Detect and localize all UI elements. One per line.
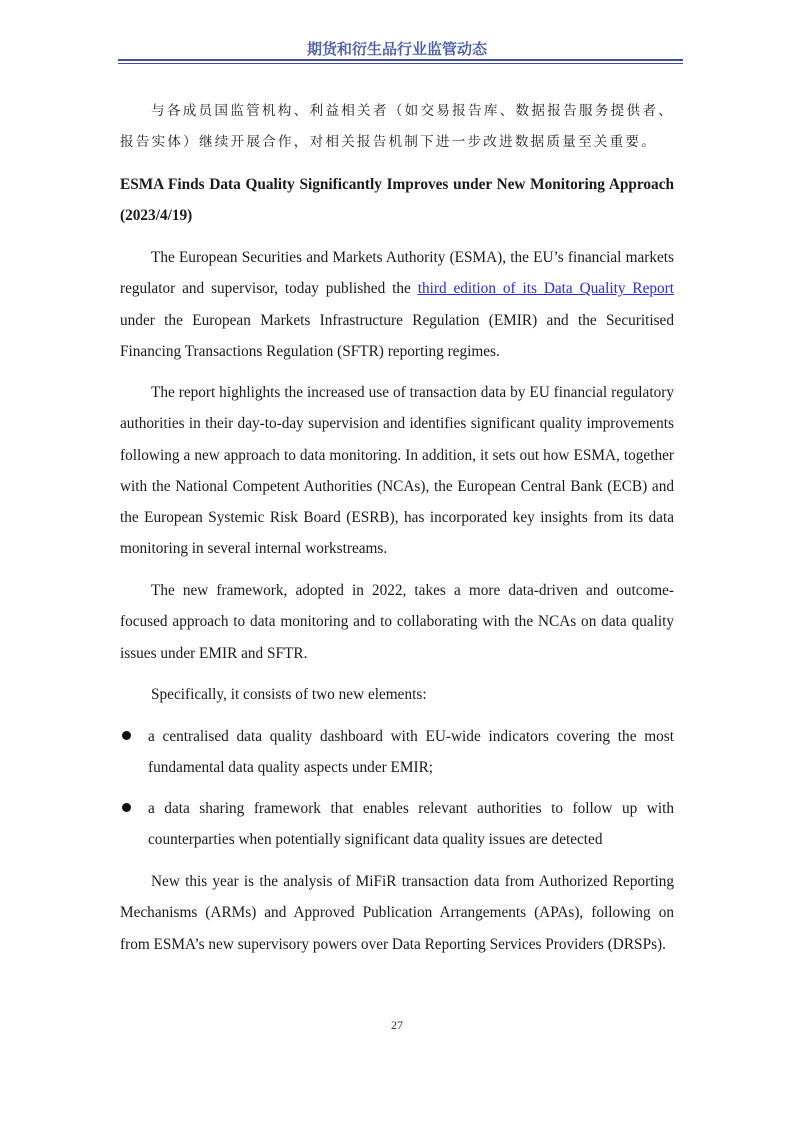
- article-heading: ESMA Finds Data Quality Significantly Improves under New Monitoring Approach (2023/4/19): [120, 176, 674, 225]
- paragraph-3: The new framework, adopted in 2022, takes a more data-driven and outcome-focused approach to data monitoring and to collaborating with the NCAs on data quality issues under EMIR and SFTR.: [120, 582, 674, 662]
- data-quality-report-link[interactable]: third edition of its Data Quality Report: [417, 280, 674, 298]
- page-number: 27: [391, 1018, 403, 1032]
- bullet-dot-icon: [122, 803, 131, 812]
- paragraph-1: [120, 242, 674, 367]
- paragraph-5: New this year is the analysis of MiFiR transaction data from Authorized Reporting Mechanisms (ARMs) and Approved Publication Arrangements (APAs), following on from ESMA’s new supervisory powers over Data Reporting Services Providers (DRSPs).: [120, 873, 674, 953]
- header-rule-thick: [118, 59, 683, 61]
- bullet-dot-icon: [122, 731, 131, 740]
- bullet-item-2-text: a data sharing framework that enables relevant authorities to follow up with counterparties when potentially significant data quality issues are detected: [148, 800, 674, 849]
- header-rule-thin: [118, 63, 683, 64]
- paragraph-1-text-after: under the European Markets Infrastructure Regulation (EMIR) and the Securitised Financing Transactions Regulation (SFTR) reporting regimes.: [120, 311, 674, 360]
- intro-chinese-paragraph: 与各成员国监管机构、利益相关者（如交易报告库、数据报告服务提供者、报告实体）继续开展合作，对相关报告机制下进一步改进数据质量至关重要。: [120, 103, 674, 150]
- paragraph-1-text-before: The European Securities and Markets Authority (ESMA), the EU’s financial markets regulator and supervisor, today published the: [120, 249, 674, 298]
- bullet-item-1-text: a centralised data quality dashboard with EU-wide indicators covering the most fundamental data quality aspects under EMIR;: [148, 728, 674, 777]
- paragraph-4: Specifically, it consists of two new elements:: [151, 686, 427, 703]
- running-header-title: 期货和衍生品行业监管动态: [306, 40, 487, 58]
- paragraph-2: The report highlights the increased use of transaction data by EU financial regulatory authorities in their day-to-day supervision and identifies significant quality improvements following a new approach to data monitoring. In addition, it sets out how ESMA, together with the National Competent Authorities (NCAs), the European Central Bank (ECB) and the European Systemic Risk Board (ESRB), has incorporated key insights from its data monitoring in several internal workstreams.: [120, 384, 674, 558]
